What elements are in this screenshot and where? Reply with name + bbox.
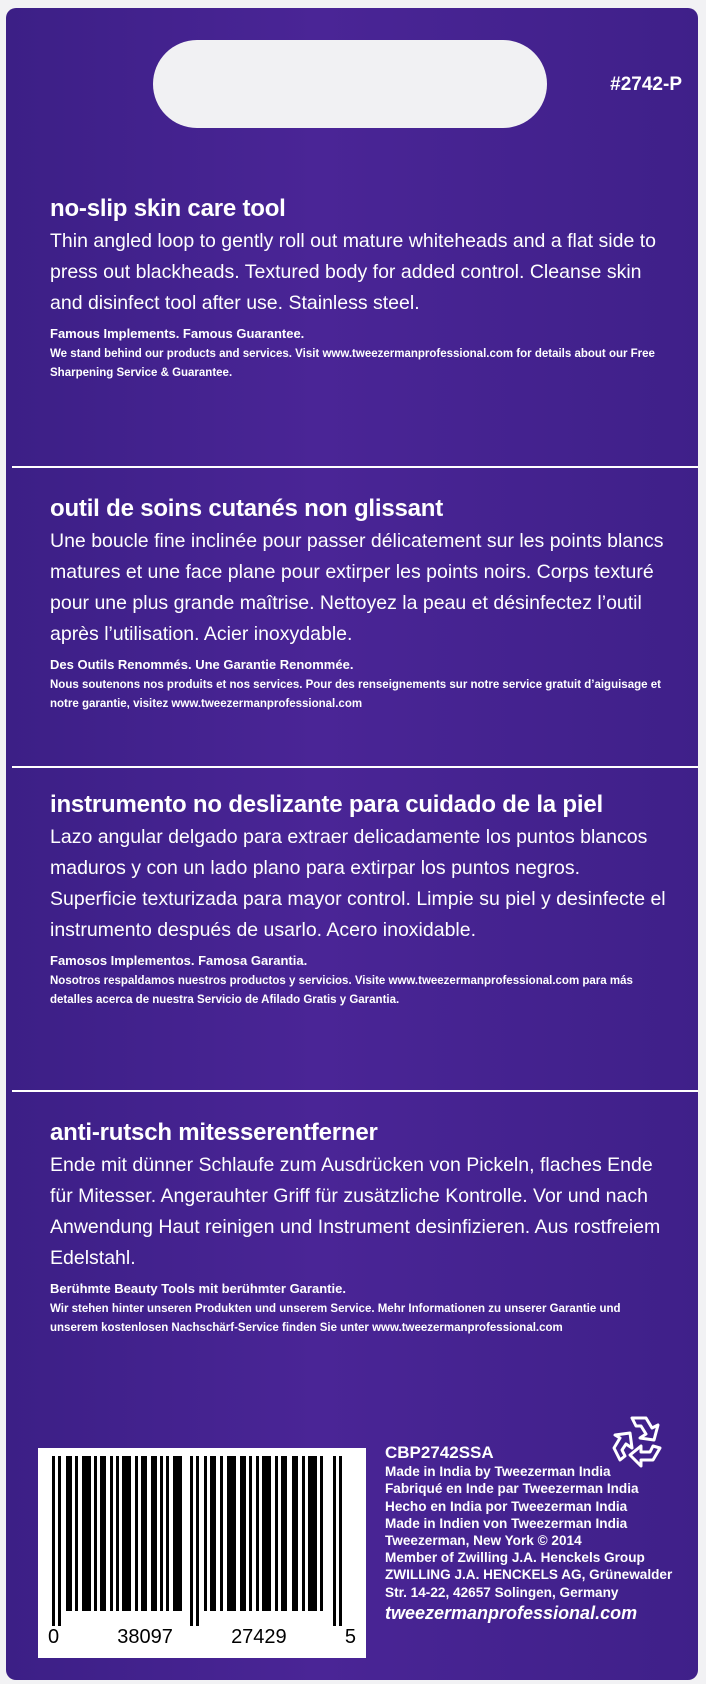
guarantee-title: Berühmte Beauty Tools mit berühmter Garantie. [50,1281,346,1296]
maker-line: ZWILLING J.A. HENCKELS AG, Grünewalder [385,1567,673,1583]
section-body: Ende mit dünner Schlaufe zum Ausdrücken von Pickeln, flaches Ende für Mitesser. Angerauhter Griff für zusätzliche Kontrolle. Vor und nach Anwendung Haut reinigen und Instrument desinfizieren. Aus rostfreiem Edelstahl. [50,1154,661,1269]
barcode [38,1448,366,1658]
hang-hole [153,40,547,128]
sku-number: #2742-P [610,74,682,95]
section-french [50,496,670,714]
guarantee-title: Famous Implements. Famous Guarantee. [50,326,305,341]
maker-line: Made in India by Tweezerman India [385,1464,611,1480]
section-german [50,1120,670,1338]
package-card [6,8,698,1680]
section-body: Thin angled loop to gently roll out mature whiteheads and a flat side to press out blackheads. Textured body for added control. Cleanse skin and disinfect tool after use. Stainless steel. [50,230,656,314]
barcode-bars [52,1456,342,1626]
guarantee-title: Des Outils Renommés. Une Garantie Renommée. [50,657,354,672]
barcode-digit: 0 [48,1626,60,1648]
section-divider [12,1090,698,1092]
barcode-digit: 27429 [231,1626,287,1648]
maker-line: Str. 14-22, 42657 Solingen, Germany [385,1584,619,1600]
manufacturer-info [385,1444,685,1622]
barcode-digits [38,1626,366,1649]
section-body: Lazo angular delgado para extraer delicadamente los puntos blancos maduros y con un lado plano para extirpar los puntos negros. Superficie texturizada para mayor control. Limpie su piel y desinfecte el instrumento después de usarlo. Acero inoxidable. [50,826,666,941]
section-title: outil de soins cutanés non glissant [50,495,444,522]
guarantee-title: Famosos Implementos. Famosa Garantia. [50,953,308,968]
maker-line: Member of Zwilling J.A. Henckels Group [385,1550,645,1566]
section-title: anti-rutsch mitesserentferner [50,1119,378,1146]
maker-line: Fabriqué en Inde par Tweezerman India [385,1481,639,1497]
section-english [50,196,670,383]
section-body: Une boucle fine inclinée pour passer délicatement sur les points blancs matures et une face plane pour extirper les points noirs. Corps texturé pour une plus grande maîtrise. Nettoyez la peau et désinfectez l’outil après l’utilisation. Acier inoxydable. [50,530,664,645]
guarantee-text: We stand behind our products and services. Visit www.tweezermanprofessional.com for details about our Free Sharpening Service & Guarantee. [50,348,655,379]
maker-line: Made in Indien von Tweezerman India [385,1515,628,1531]
section-title: no-slip skin care tool [50,195,286,222]
section-spanish [50,792,670,1010]
barcode-digit: 38097 [117,1626,173,1648]
maker-line: Hecho en India por Tweezerman India [385,1498,628,1514]
maker-line: Tweezerman, New York © 2014 [385,1533,582,1549]
section-divider [12,766,698,768]
barcode-digit: 5 [344,1626,356,1648]
guarantee-text: Nosotros respaldamos nuestros productos y servicios. Visite www.tweezermanprofessional.com para más detalles acerca de nuestra Servicio de Afilado Gratis y Garantia. [50,975,633,1006]
section-title: instrumento no deslizante para cuidado de la piel [50,791,603,818]
product-code: CBP2742SSA [385,1443,494,1462]
guarantee-text: Nous soutenons nos produits et nos services. Pour des renseignements sur notre service gratuit d’aiguisage et notre garantie, visitez www.tweezermanprofessional.com [50,679,661,710]
guarantee-text: Wir stehen hinter unseren Produkten und unserem Service. Mehr Informationen zu unserer Garantie und unserem kostenlosen Nachschärf-Service finden Sie unter www.tweezermanprofessional.com [50,1303,621,1334]
website: tweezermanprofessional.com [385,1602,638,1623]
section-divider [12,466,698,468]
